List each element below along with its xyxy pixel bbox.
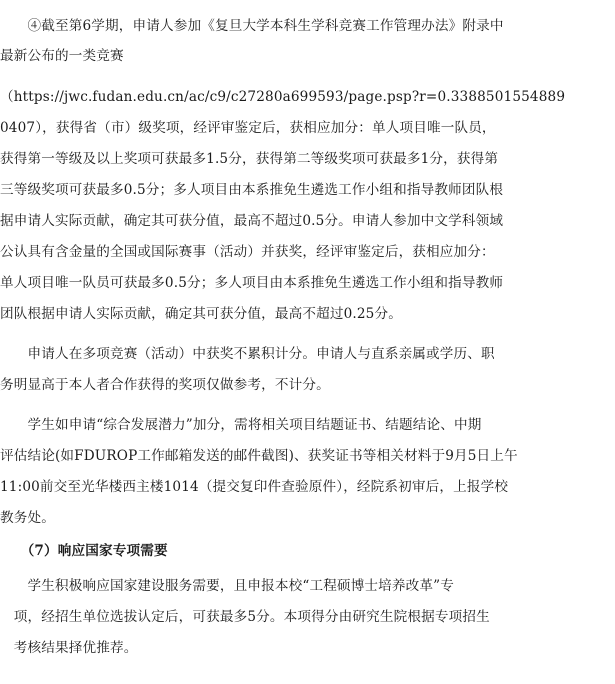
paragraph-line-5: 获得第一等级及以上奖项可获最多1.5分，获得第二等级奖项可获最多1分，获得第 xyxy=(0,151,499,167)
url-line-1: （https://jwc.fudan.edu.cn/ac/c9/c27280a699593/page.psp?r=0.3388501554889 xyxy=(0,89,566,105)
paragraph-line-7: 据申请人实际贡献，确定其可获分值，最高不超过0.5分。申请人参加中文学科领域 xyxy=(0,213,504,229)
paragraph-line-4: 0407），获得省（市）级奖项，经评审鉴定后，获相应加分：单人项目唯一队员， xyxy=(0,120,496,136)
paragraph-line-14: 评估结论(如FDUROP工作邮箱发送的邮件截图)、获奖证书等相关材料于9月5日上午 xyxy=(0,448,518,464)
section-heading-7: （7）响应国家专项需要 xyxy=(0,543,168,559)
paragraph-line-12: 务明显高于本人者合作获得的奖项仅做参考，不计分。 xyxy=(0,377,330,393)
paragraph-line-19: 项，经招生单位选拔认定后，可获最多5分。本项得分由研究生院根据专项招生 xyxy=(0,609,490,625)
paragraph-line-11: 申请人在多项竞赛（活动）中获奖不累积计分。申请人与直系亲属或学历、职 xyxy=(0,346,495,362)
paragraph-line-16: 教务处。 xyxy=(0,510,55,526)
paragraph-line-8: 公认具有含金量的全国或国际赛事（活动）并获奖，经评审鉴定后，获相应加分： xyxy=(0,244,495,260)
paragraph-line-15: 11:00前交至光华楼西主楼1014（提交复印件查验原件），经院系初审后，上报学校 xyxy=(0,479,509,495)
paragraph-line-6: 三等级奖项可获最多0.5分；多人项目由本系推免生遴选工作小组和指导教师团队根 xyxy=(0,182,504,198)
paragraph-line-10: 团队根据申请人实际贡献，确定其可获分值，最高不超过0.25分。 xyxy=(0,306,402,322)
paragraph-line-2: 最新公布的一类竞赛 xyxy=(0,48,124,64)
paragraph-line-20: 考核结果择优推荐。 xyxy=(0,640,138,656)
paragraph-line-1: ④截至第6学期，申请人参加《复旦大学本科生学科竞赛工作管理办法》附录中 xyxy=(0,18,504,34)
paragraph-line-13: 学生如申请“综合发展潜力”加分，需将相关项目结题证书、结题结论、中期 xyxy=(0,417,482,433)
paragraph-line-18: 学生积极响应国家建设服务需要，且申报本校“工程硕博士培养改革”专 xyxy=(0,578,454,594)
paragraph-line-9: 单人项目唯一队员可获最多0.5分；多人项目由本系推免生遴选工作小组和指导教师 xyxy=(0,275,504,291)
